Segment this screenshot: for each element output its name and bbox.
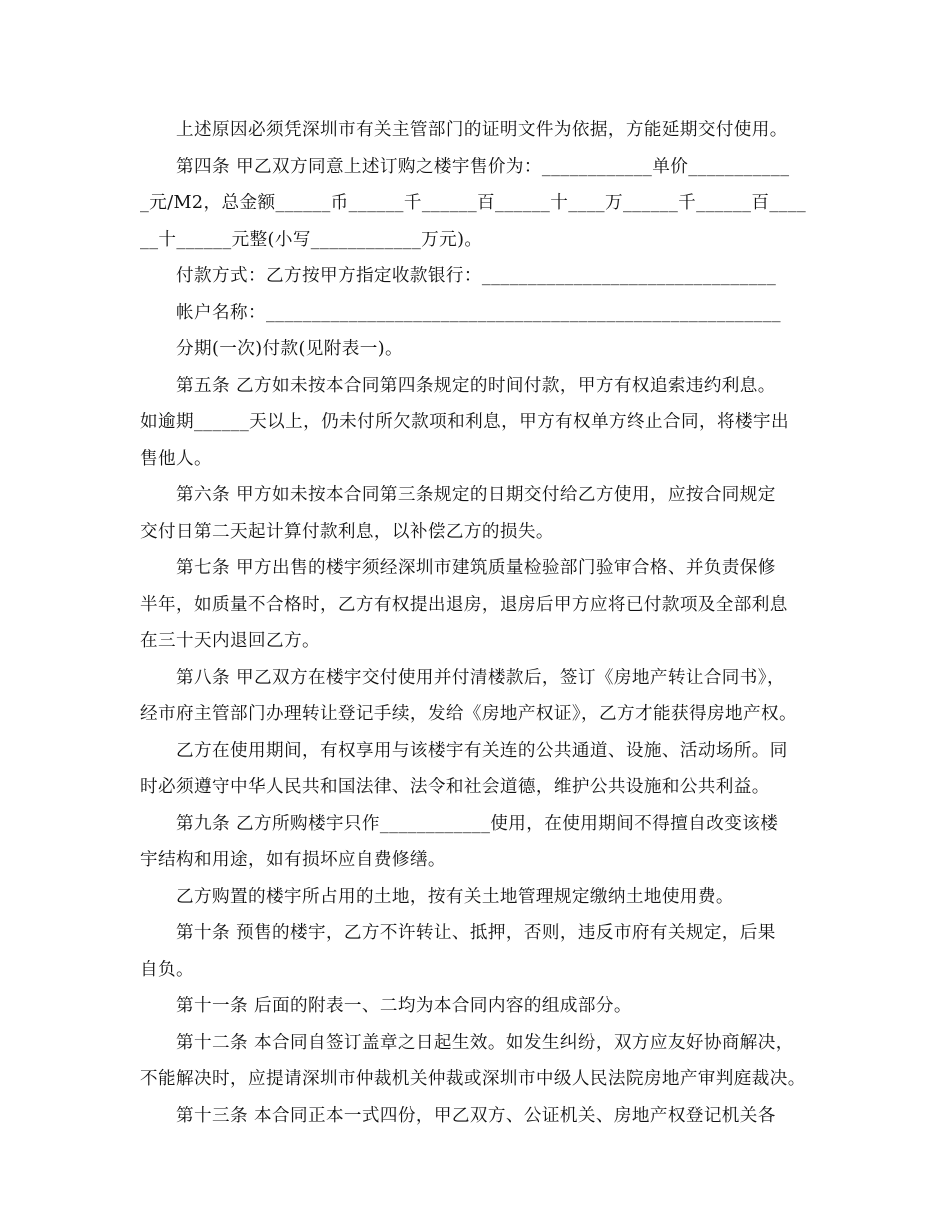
- article-8-line: 经市府主管部门办理转让登记手续，发给《房地产权证》，乙方才能获得房地产权。: [140, 704, 797, 724]
- article-9-line: 第九条 乙方所购楼宇只作____________使用，在使用期间不得擅自改变该楼: [176, 813, 779, 834]
- article-7-line: 在三十天内退回乙方。: [140, 631, 320, 651]
- article-5-line: 如逾期______天以上，仍未付所欠款项和利息，甲方有权单方终止合同，将楼宇出: [140, 412, 789, 432]
- article-10-line: 自负。: [140, 959, 194, 980]
- account-name-line: 帐户名称：________________________________________________________: [176, 302, 781, 323]
- article-4-line: 第四条 甲乙双方同意上述订购之楼宇售价为：____________单价___________: [176, 156, 790, 177]
- article-6-line: 交付日第二天起计算付款利息，以补偿乙方的损失。: [140, 521, 554, 542]
- usage-rights-line: 乙方在使用期间，有权享用与该楼宇有关连的公共通道、设施、活动场所。同: [176, 740, 788, 761]
- article-8-line: 第八条 甲乙双方在楼宇交付使用并付清楼款后，签订《房地产转让合同书》，: [176, 667, 785, 688]
- article-7-line: 第七条 甲方出售的楼宇须经深圳市建筑质量检验部门验审合格、并负责保修: [176, 558, 776, 578]
- article-4-line: _元/M2，总金额______币______千______百______十____万______千______百____: [140, 193, 807, 213]
- contract-text: [140, 112, 812, 1134]
- installment-line: 分期(一次)付款(见附表一)。: [176, 339, 403, 359]
- article-7-line: 半年，如质量不合格时，乙方有权提出退房，退房后甲方应将已付款项及全部利息: [140, 594, 788, 615]
- land-fee-line: 乙方购置的楼宇所占用的土地，按有关土地管理规定缴纳土地使用费。: [176, 886, 734, 907]
- article-9-line: 宇结构和用途，如有损坏应自费修缮。: [140, 850, 446, 870]
- usage-rights-line: 时必须遵守中华人民共和国法律、法令和社会道德，维护公共设施和公共利益。: [140, 777, 770, 797]
- article-6-line: 第六条 甲方如未按本合同第三条规定的日期交付给乙方使用，应按合同规定: [176, 485, 776, 505]
- article-11-line: 第十一条 后面的附表一、二均为本合同内容的组成部分。: [176, 996, 632, 1016]
- article-5-line: 售他人。: [140, 448, 212, 469]
- paragraph-line: 上述原因必须凭深圳市有关主管部门的证明文件为依据，方能延期交付使用。: [176, 120, 788, 140]
- article-12-line: 不能解决时，应提请深圳市仲裁机关仲裁或深圳市中级人民法院房地产审判庭裁决。: [140, 1069, 806, 1089]
- payment-method-line: 付款方式：乙方按甲方指定收款银行：________________________________: [176, 266, 777, 286]
- article-4-line: __十______元整(小写____________万元)。: [140, 229, 483, 250]
- article-12-line: 第十二条 本合同自签订盖章之日起生效。如发生纠纷，双方应友好协商解决，: [176, 1032, 794, 1053]
- article-5-line: 第五条 乙方如未按本合同第四条规定的时间付款，甲方有权追索违约利息。: [176, 375, 776, 396]
- article-10-line: 第十条 预售的楼宇，乙方不许转让、抵押，否则，违反市府有关规定，后果: [176, 923, 776, 943]
- article-13-line: 第十三条 本合同正本一式四份，甲乙双方、公证机关、房地产权登记机关各: [176, 1105, 776, 1126]
